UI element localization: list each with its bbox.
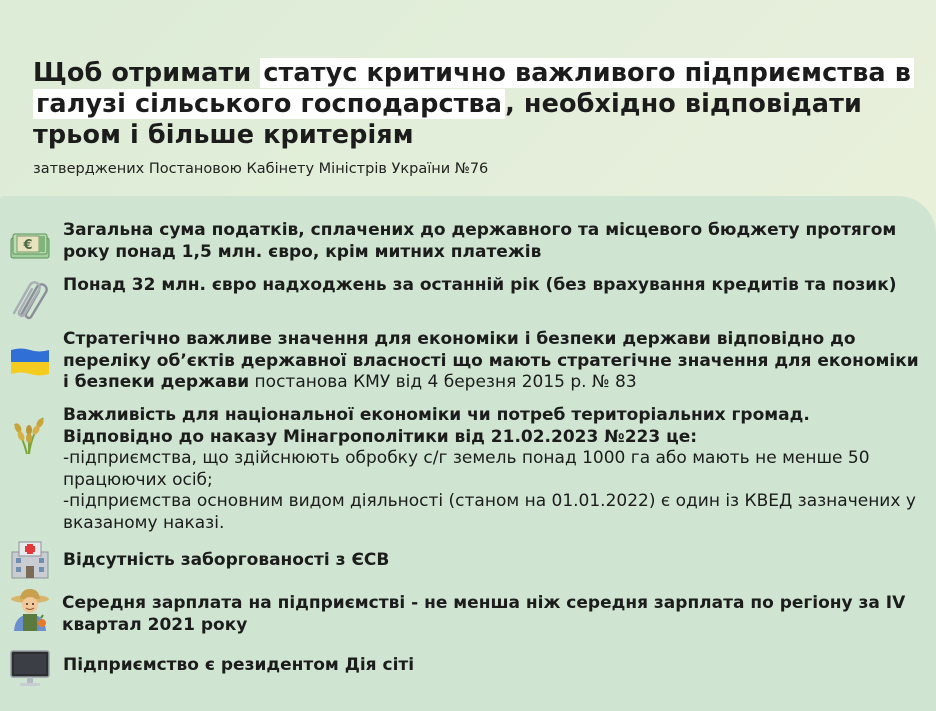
- header: [33, 58, 913, 178]
- criterion-normal: постанова КМУ від 4 березня 2015 р. № 83: [249, 372, 637, 392]
- criterion-text: [63, 329, 923, 394]
- criterion-bold: Стратегічно важливе значення для економіки і безпеки держави відповідно до переліку об’єктів державної власності що мають стратегічне значення для економіки і безпеки держави: [63, 329, 919, 392]
- criterion-bold: Важливість для національної економіки чи потреб територіальних громад. Відповідно до наказу Мінагрополітики від 21.02.2023 №223 це:: [63, 405, 810, 447]
- subtitle: затверджених Постановою Кабінету Міністрів України №76: [33, 161, 489, 177]
- monitor-icon: [9, 647, 51, 689]
- criterion-text: [63, 275, 923, 297]
- wheat-icon: [9, 413, 51, 455]
- criterion-text: [62, 593, 922, 636]
- criterion-text: [63, 550, 923, 572]
- criterion-bold: Середня зарплата на підприємстві - не менша ніж середня зарплата по регіону за IV квартал 2021 року: [62, 593, 906, 635]
- criterion-bold: Відсутність заборгованості з ЄСВ: [63, 550, 390, 570]
- title-part2: , необхідно відповідати трьом і більше критеріям: [33, 89, 862, 150]
- svg-text:€: €: [23, 238, 33, 253]
- paperclip-icon: [9, 279, 51, 321]
- ukraine-flag-icon: [9, 341, 51, 383]
- criterion-text: [63, 405, 923, 534]
- criterion-bold: Загальна сума податків, сплачених до державного та місцевого бюджету протягом року понад 1,5 млн. євро, крім митних платежів: [63, 220, 897, 262]
- farmer-icon: [9, 588, 51, 630]
- criterion-line3: -підприємства основним видом діяльності (станом на 01.01.2022) є один із КВЕД зазначених у вказаному наказі.: [63, 491, 916, 533]
- title-highlight: статус критично важливого підприємства в галузі сільського господарства: [33, 58, 914, 119]
- criterion-text: [63, 655, 923, 677]
- criterion-bold: Понад 32 млн. євро надходжень за останній рік (без врахування кредитів та позик): [63, 275, 897, 295]
- page-title: [33, 58, 913, 151]
- money-icon: [9, 224, 51, 266]
- criterion-text: [63, 220, 923, 263]
- criterion-line2: -підприємства, що здійснюють обробку с/г земель понад 1000 га або мають не менше 50 працюючих осіб;: [63, 448, 870, 490]
- hospital-icon: [9, 538, 51, 580]
- criterion-bold: Підприємство є резидентом Дія сіті: [63, 655, 415, 675]
- title-part1: Щоб отримати: [33, 58, 261, 88]
